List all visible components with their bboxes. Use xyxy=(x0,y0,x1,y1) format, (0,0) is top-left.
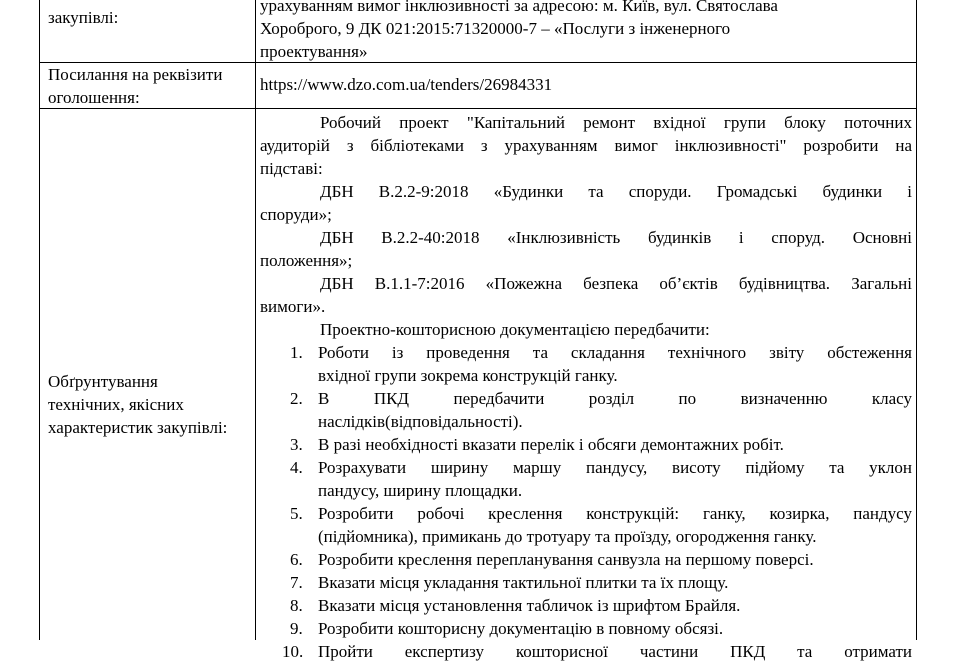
list-item-line: Роботи із проведення та складання технічного звіту обстеження xyxy=(318,343,912,362)
list-item xyxy=(260,433,912,456)
table-border-left xyxy=(39,0,40,640)
list-item-number: 5. xyxy=(290,504,303,523)
paragraph-line: ДБН В.1.1-7:2016 «Пожежна безпека об’єктів будівництва. Загальні xyxy=(320,274,912,293)
paragraph-line: споруди»; xyxy=(260,205,332,224)
row-top-value xyxy=(260,0,912,63)
list-item xyxy=(260,594,912,617)
link-label xyxy=(48,63,256,109)
list-item-number: 9. xyxy=(290,619,303,638)
row-top-label-line: закупівлі: xyxy=(48,8,119,27)
list-item-line: Пройти експертизу кошторисної частини ПКД та отримати xyxy=(318,642,912,661)
tender-link[interactable] xyxy=(260,73,912,96)
paragraph-intro xyxy=(260,111,912,180)
justification-label xyxy=(48,370,256,439)
list-item xyxy=(260,341,912,387)
list-item-line: Вказати місця установлення табличок із шрифтом Брайля. xyxy=(318,596,741,615)
list-item-line: Вказати місця укладання тактильної плитки та їх площу. xyxy=(318,573,729,592)
list-item-number: 10. xyxy=(282,642,304,661)
list-item-line: Розробити кошторисну документацію в повному обсязі. xyxy=(318,619,724,638)
paragraph-line: ДБН В.2.2-9:2018 «Будинки та споруди. Громадські будинки і xyxy=(320,182,912,201)
list-item-number: 3. xyxy=(290,435,303,454)
table-border-right xyxy=(916,0,917,640)
link-label-line-2: оголошення: xyxy=(48,88,140,107)
row-top-line-1: урахуванням вимог інклюзивності за адресою: м. Київ, вул. Святослава xyxy=(260,0,778,15)
list-item-line: вхідної групи зокрема конструкцій ганку. xyxy=(318,366,618,385)
paragraph-dbn-2 xyxy=(260,226,912,272)
list-item xyxy=(260,387,912,433)
row-top-label xyxy=(48,6,256,29)
paragraph-dbn-3 xyxy=(260,272,912,318)
paragraph-line: положення»; xyxy=(260,251,353,270)
list-item-number: 1. xyxy=(290,343,303,362)
row-top-line-2: Хороброго, 9 ДК 021:2015:71320000-7 – «Послуги з інженерного xyxy=(260,19,731,38)
list-item-line: В ПКД передбачити розділ по визначенню класу xyxy=(318,389,912,408)
list-item xyxy=(260,502,912,548)
tender-url[interactable]: https://www.dzo.com.ua/tenders/26984331 xyxy=(260,75,553,94)
list-item-number: 2. xyxy=(290,389,303,408)
list-item xyxy=(260,571,912,594)
list-item-line: пандусу, ширину площадки. xyxy=(318,481,523,500)
justification-label-line-3: характеристик закупівлі: xyxy=(48,418,228,437)
paragraph-documentation xyxy=(260,318,912,341)
list-item-line: Розрахувати ширину маршу пандусу, висоту підйому та уклон xyxy=(318,458,912,477)
paragraph-line: підставі: xyxy=(260,159,323,178)
list-item xyxy=(260,548,912,571)
paragraph-line: ДБН В.2.2-40:2018 «Інклюзивність будинків і споруд. Основні xyxy=(320,228,912,247)
link-label-line-1: Посилання на реквізити xyxy=(48,65,223,84)
list-item-line: наслідків(відповідальності). xyxy=(318,412,523,431)
justification-label-line-2: технічних, якісних xyxy=(48,395,184,414)
requirements-list xyxy=(260,341,912,663)
list-item-number: 7. xyxy=(290,573,303,592)
paragraph-line: Робочий проект "Капітальний ремонт вхідної групи блоку поточних xyxy=(320,113,912,132)
list-item-number: 6. xyxy=(290,550,303,569)
paragraph-line: Проектно-кошторисною документацією передбачити: xyxy=(320,320,710,339)
list-item-line: Розробити робочі креслення конструкцій: ганку, козирка, пандусу xyxy=(318,504,912,523)
list-item-line: Розробити креслення перепланування санвузла на першому поверсі. xyxy=(318,550,814,569)
justification-paragraphs xyxy=(260,111,912,341)
paragraph-line: вимоги». xyxy=(260,297,326,316)
list-item-line: (підйомника), примикань до тротуару та проїзду, огородження ганку. xyxy=(318,527,817,546)
paragraph-line: аудиторій з бібліотеками з урахуванням вимог інклюзивності" розробити на xyxy=(260,136,912,155)
list-item-line: В разі необхідності вказати перелік і обсяги демонтажних робіт. xyxy=(318,435,784,454)
paragraph-dbn-1 xyxy=(260,180,912,226)
list-item-number: 8. xyxy=(290,596,303,615)
list-item-number: 4. xyxy=(290,458,303,477)
list-item xyxy=(260,617,912,640)
list-item xyxy=(260,456,912,502)
justification-label-line-1: Обґрунтування xyxy=(48,372,158,391)
list-item xyxy=(260,640,912,663)
row-top-line-3: проектування» xyxy=(260,42,368,61)
